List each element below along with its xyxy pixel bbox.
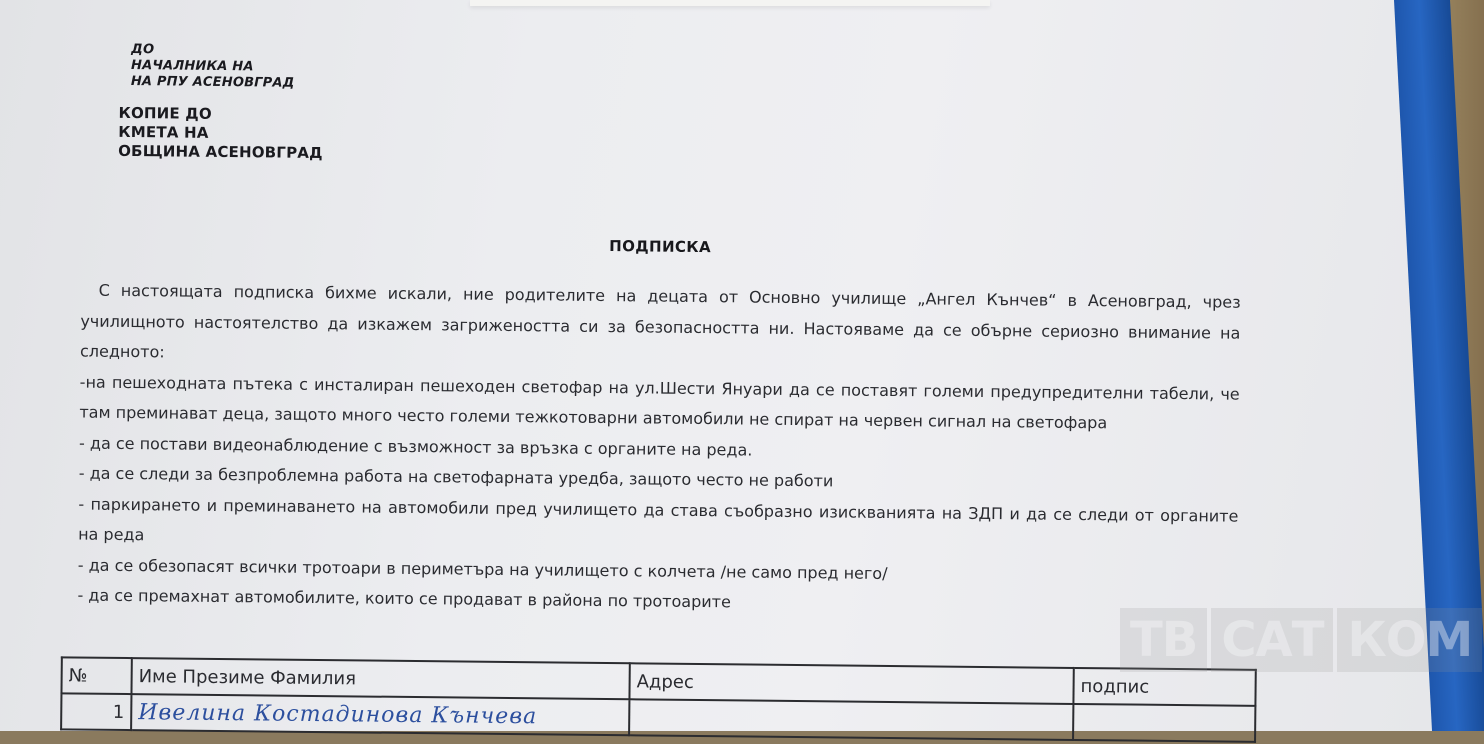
row-signature: [1073, 704, 1255, 742]
addressee-line: НАЧАЛНИКА НА: [130, 58, 254, 75]
header-address: Адрес: [629, 663, 1073, 704]
tv-channel-watermark: [1120, 608, 1482, 672]
signature-table: [60, 656, 1257, 743]
document-title: ПОДПИСКА: [609, 237, 712, 257]
addressee-line: НА РПУ АСЕНОВГРАД: [130, 74, 295, 91]
addressee-line: ДО: [131, 42, 155, 58]
header-name: Име Презиме Фамилия: [131, 658, 629, 699]
header-signature: подпис: [1073, 668, 1255, 706]
watermark-part: КОМ: [1337, 608, 1482, 672]
watermark-part: ТВ: [1120, 608, 1207, 672]
watermark-part: САТ: [1211, 608, 1333, 672]
request-item: -на пешеходната пътека с инсталиран пешеходен светофар на ул.Шести Януари да се поставят големи предупредителни табели, че там преминават деца, защото много често големи тежкотоварни автомобили не спират на червен сигнал на светофара: [79, 372, 1240, 433]
request-item: - да се постави видеонаблюдение с възможност за връзка с органите на реда.: [79, 433, 753, 460]
addressee-block: [131, 42, 295, 92]
request-item: - да се следи за безпроблемна работа на светофарната уредба, защото често не работи: [78, 463, 834, 491]
request-item: - да се премахнат автомобилите, които се продават в района по тротоарите: [77, 585, 731, 612]
request-item: - паркирането и преминаването на автомобили пред училището да става съобразно изискванията на ЗДП и да се следи от органите на реда: [78, 493, 1239, 545]
intro-paragraph: С настоящата подписка бихме искали, ние родителите на децата от Основно училище „Ангел Кънчев“ в Асеновград, чрез училищното настоятелство да изкажем загрижеността си за безопасността ни. Настояваме да се обърне сериозно внимание на следното:: [79, 280, 1241, 362]
copy-line: КМЕТА НА: [118, 122, 209, 142]
copy-line: КОПИЕ ДО: [118, 103, 212, 123]
request-item: - да се обезопасят всички тротоари в периметъра на училището с колчета /не само пред него/: [77, 554, 888, 583]
copy-to-block: [118, 104, 323, 163]
copy-line: ОБЩИНА АСЕНОВГРАД: [118, 141, 323, 163]
handwritten-name: Ивелина Костадинова Кънчева: [131, 694, 629, 735]
petition-body: [77, 276, 1240, 624]
row-number: 1: [61, 693, 131, 730]
header-number: №: [61, 657, 131, 694]
row-address: [629, 699, 1073, 740]
